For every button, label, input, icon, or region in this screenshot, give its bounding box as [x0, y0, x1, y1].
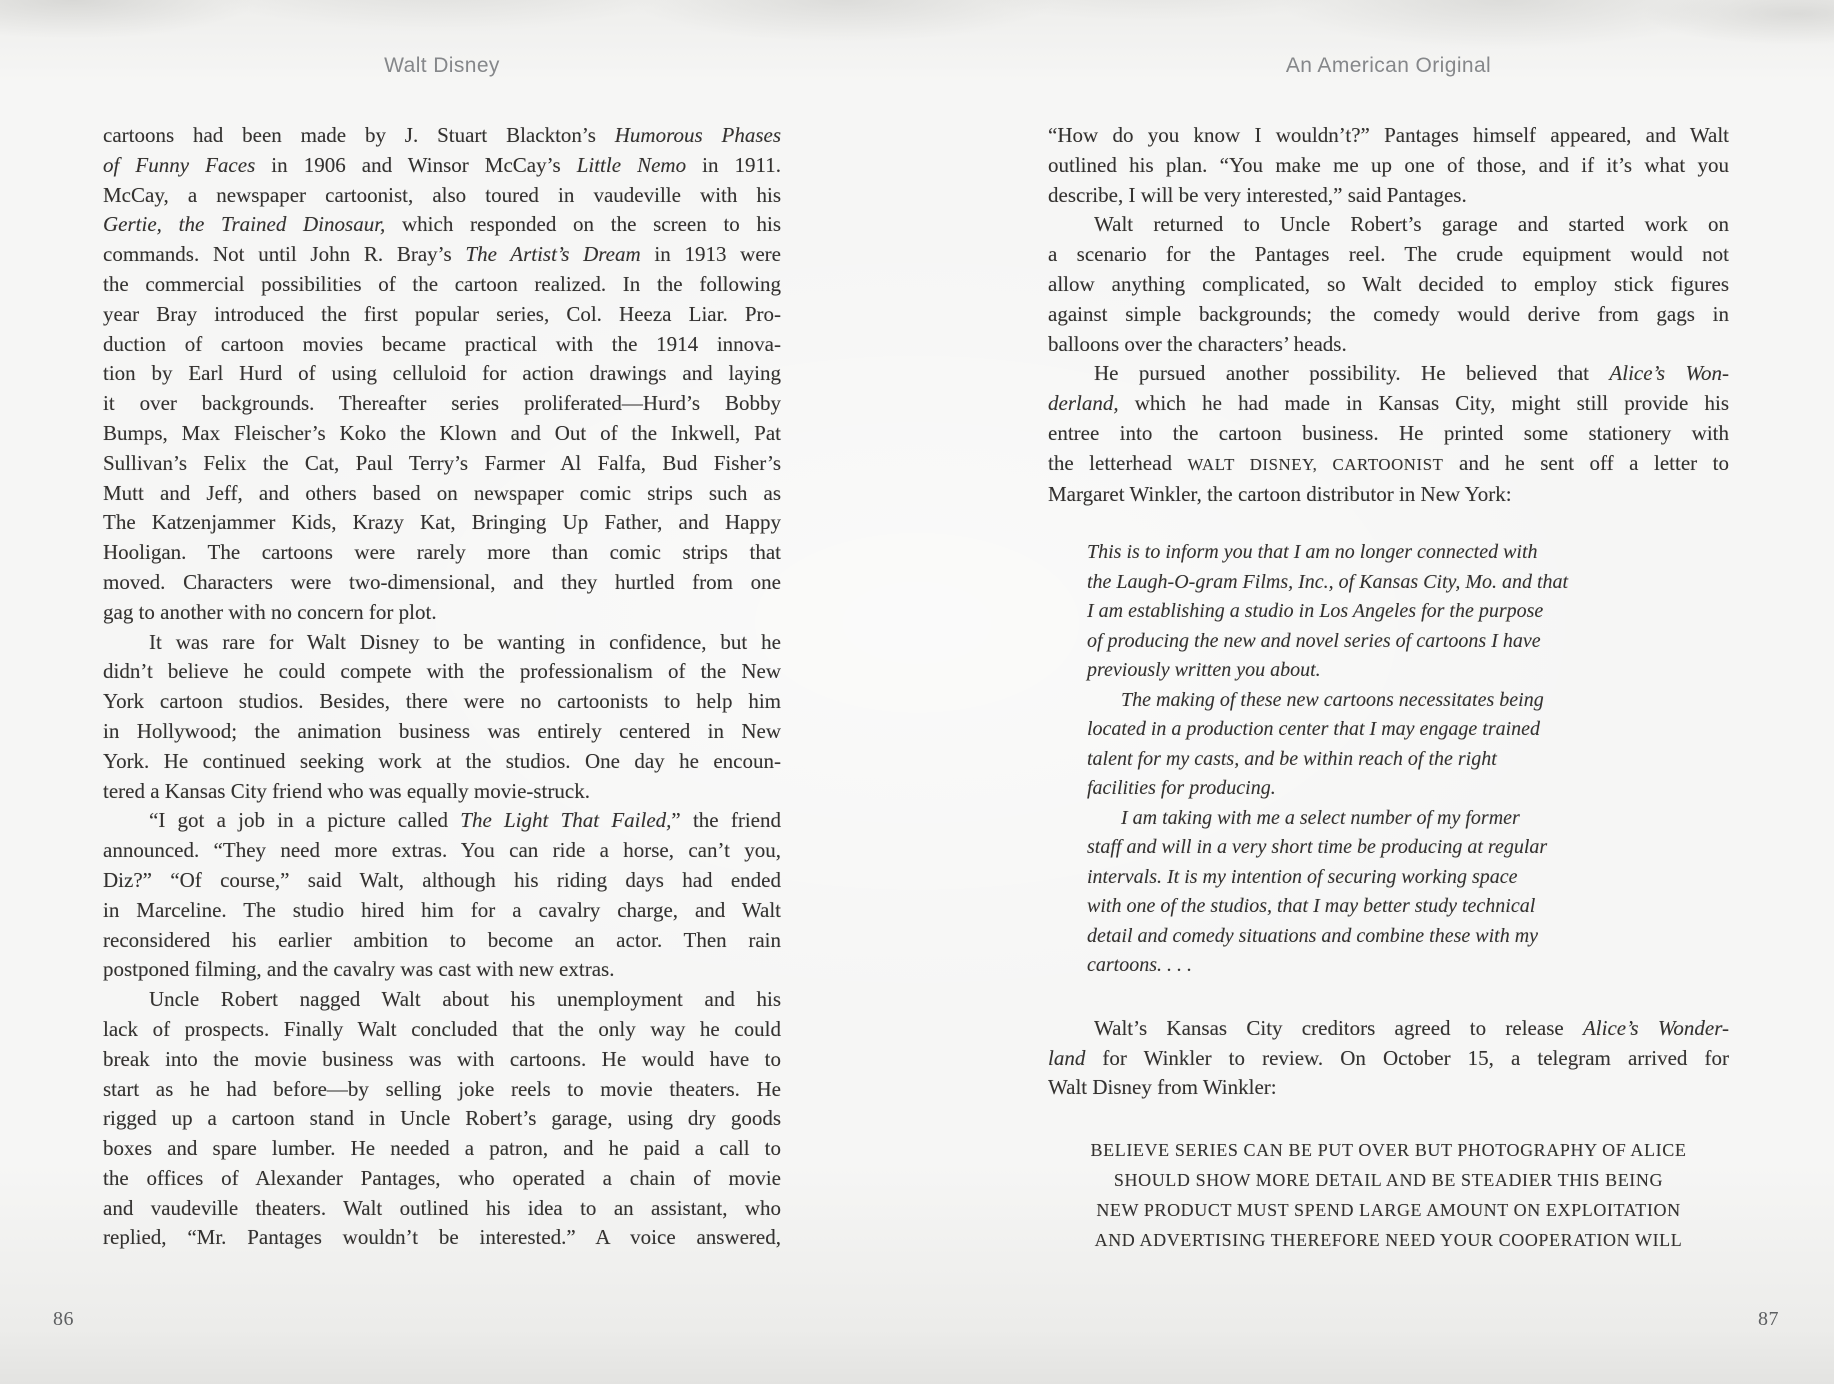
text-line: describe, I will be very interested,” said Pantages.	[1048, 182, 1467, 207]
text-line: York cartoon studios. Besides, there were no cartoonists to help him	[103, 689, 781, 714]
text-line: It was rare for Walt Disney to be wanting in confidence, but he	[149, 629, 781, 654]
text-line: Margaret Winkler, the cartoon distributor in New York:	[1048, 481, 1512, 506]
text-line: boxes and spare lumber. He needed a patron, and he paid a call to	[103, 1136, 781, 1161]
text-line: break into the movie business was with cartoons. He would have to	[103, 1046, 781, 1071]
text-line: facilities for producing.	[1087, 777, 1276, 800]
text-line: in Marceline. The studio hired him for a cavalry charge, and Walt	[103, 897, 781, 922]
text-line: balloons over the characters’ heads.	[1048, 331, 1347, 356]
text-line: NEW PRODUCT MUST SPEND LARGE AMOUNT ON EXPLOITATION	[1096, 1200, 1681, 1221]
running-header-left: Walt Disney	[384, 54, 500, 77]
text-line: the letterhead WALT DISNEY, CARTOONIST and he sent off a letter to	[1048, 450, 1729, 475]
small-caps-text: WALT DISNEY, CARTOONIST	[1187, 454, 1444, 474]
text-line: Bumps, Max Fleischer’s Koko the Klown and Out of the Inkwell, Pat	[103, 420, 781, 445]
text-line: announced. “They need more extras. You can ride a horse, can’t you,	[103, 838, 781, 863]
text-line: Hooligan. The cartoons were rarely more than comic strips that	[103, 540, 781, 565]
text-line: and vaudeville theaters. Walt outlined his idea to an assistant, who	[103, 1195, 781, 1220]
text-line: of producing the new and novel series of cartoons I have	[1087, 629, 1541, 652]
text-line: outlined his plan. “You make me up one of those, and if it’s what you	[1048, 152, 1729, 177]
text-line: previously written you about.	[1087, 659, 1321, 682]
text-line: AND ADVERTISING THEREFORE NEED YOUR COOPERATION WILL	[1094, 1230, 1683, 1251]
text-line: the Laugh-O-gram Films, Inc., of Kansas City, Mo. and that	[1087, 570, 1569, 593]
text-line: in Hollywood; the animation business was entirely centered in New	[103, 718, 781, 743]
text-line: SHOULD SHOW MORE DETAIL AND BE STEADIER THIS BEING	[1113, 1170, 1664, 1191]
text-line: entree into the cartoon business. He printed some stationery with	[1048, 420, 1729, 445]
text-line: with one of the studios, that I may better study technical	[1087, 895, 1536, 918]
text-line: tion by Earl Hurd of using celluloid for action drawings and laying	[103, 361, 781, 386]
text-line: derland, which he had made in Kansas City, might still provide his	[1048, 391, 1729, 416]
text-line: postponed filming, and the cavalry was cast with new extras.	[103, 957, 615, 982]
paragraph	[1048, 359, 1729, 509]
paragraph	[1048, 1014, 1729, 1103]
text-line: the commercial possibilities of the cartoon realized. In the following	[103, 271, 781, 296]
text-line: McCay, a newspaper cartoonist, also toured in vaudeville with his	[103, 182, 781, 207]
paragraph	[103, 121, 781, 628]
text-line: tered a Kansas City friend who was equally movie-struck.	[103, 778, 590, 803]
text-line: the offices of Alexander Pantages, who operated a chain of movie	[103, 1165, 781, 1190]
text-line: BELIEVE SERIES CAN BE PUT OVER BUT PHOTOGRAPHY OF ALICE	[1090, 1140, 1687, 1161]
text-line: located in a production center that I may engage trained	[1087, 718, 1541, 741]
text-line: start as he had before—by selling joke reels to movie theaters. He	[103, 1076, 781, 1101]
text-line: Mutt and Jeff, and others based on newspaper comic strips such as	[103, 480, 781, 505]
page-number-left: 86	[53, 1308, 74, 1330]
text-line: I am taking with me a select number of my former	[1121, 806, 1520, 829]
paragraph	[103, 985, 781, 1253]
text-line: staff and will in a very short time be producing at regular	[1087, 836, 1548, 859]
paragraph	[103, 806, 781, 985]
text-line: lack of prospects. Finally Walt concluded that the only way he could	[103, 1016, 781, 1041]
paragraph	[103, 628, 781, 807]
text-line: He pursued another possibility. He believed that Alice’s Won-	[1094, 361, 1730, 386]
text-line: Sullivan’s Felix the Cat, Paul Terry’s Farmer Al Falfa, Bud Fisher’s	[103, 450, 781, 475]
text-line: allow anything complicated, so Walt decided to employ stick figures	[1048, 271, 1729, 296]
text-line: detail and comedy situations and combine these with my	[1087, 924, 1539, 947]
body-text-right	[1048, 121, 1729, 1255]
text-line: The making of these new cartoons necessitates being	[1121, 688, 1544, 711]
telegram-block	[1048, 1135, 1729, 1255]
text-line: I am establishing a studio in Los Angeles for the purpose	[1087, 600, 1544, 623]
text-line: intervals. It is my intention of securing working space	[1087, 865, 1518, 888]
text-line: of Funny Faces in 1906 and Winsor McCay’s Little Nemo in 1911.	[103, 152, 781, 177]
text-line: “I got a job in a picture called The Light That Failed,” the friend	[149, 808, 781, 833]
page-number-right: 87	[1758, 1308, 1779, 1330]
text-line: Diz?” “Of course,” said Walt, although his riding days had ended	[103, 867, 781, 892]
text-line: gag to another with no concern for plot.	[103, 599, 437, 624]
page-right	[1048, 0, 1779, 1384]
text-line: rigged up a cartoon stand in Uncle Robert’s garage, using dry goods	[103, 1106, 781, 1131]
text-line: year Bray introduced the first popular series, Col. Heeza Liar. Pro-	[103, 301, 781, 326]
text-line: it over backgrounds. Thereafter series proliferated—Hurd’s Bobby	[103, 391, 781, 416]
text-line: moved. Characters were two-dimensional, and they hurtled from one	[103, 569, 781, 594]
text-line: cartoons. . . .	[1087, 954, 1192, 977]
text-line: replied, “Mr. Pantages wouldn’t be interested.” A voice answered,	[103, 1225, 781, 1250]
text-line: against simple backgrounds; the comedy would derive from gags in	[1048, 301, 1729, 326]
text-line: Walt Disney from Winkler:	[1048, 1075, 1277, 1100]
text-line: This is to inform you that I am no longer connected with	[1087, 541, 1538, 564]
text-line: cartoons had been made by J. Stuart Blackton’s Humorous Phases	[103, 123, 782, 147]
text-line: land for Winkler to review. On October 15, a telegram arrived for	[1048, 1045, 1729, 1070]
running-header-right: An American Original	[1285, 54, 1492, 77]
letter-blockquote	[1087, 538, 1665, 981]
text-line: duction of cartoon movies became practical with the 1914 innova-	[103, 331, 781, 356]
text-line: York. He continued seeking work at the studios. One day he encoun-	[103, 748, 781, 773]
text-line: Walt’s Kansas City creditors agreed to release Alice’s Wonder-	[1094, 1015, 1729, 1040]
text-line: commands. Not until John R. Bray’s The Artist’s Dream in 1913 were	[103, 242, 781, 267]
text-line: “How do you know I wouldn’t?” Pantages himself appeared, and Walt	[1048, 123, 1729, 147]
paragraph	[1048, 210, 1729, 359]
body-text-left	[103, 121, 781, 1253]
page-left	[53, 0, 782, 1384]
text-line: Walt returned to Uncle Robert’s garage and started work on	[1094, 212, 1729, 237]
text-line: a scenario for the Pantages reel. The crude equipment would not	[1048, 242, 1729, 267]
text-line: reconsidered his earlier ambition to become an actor. Then rain	[103, 927, 781, 952]
text-line: didn’t believe he could compete with the professionalism of the New	[103, 659, 781, 684]
text-line: Uncle Robert nagged Walt about his unemployment and his	[149, 987, 781, 1012]
text-line: talent for my casts, and be within reach of the right	[1087, 747, 1497, 770]
paragraph	[1048, 121, 1729, 210]
text-line: Gertie, the Trained Dinosaur, which responded on the screen to his	[103, 212, 781, 237]
text-line: The Katzenjammer Kids, Krazy Kat, Bringing Up Father, and Happy	[103, 510, 781, 535]
